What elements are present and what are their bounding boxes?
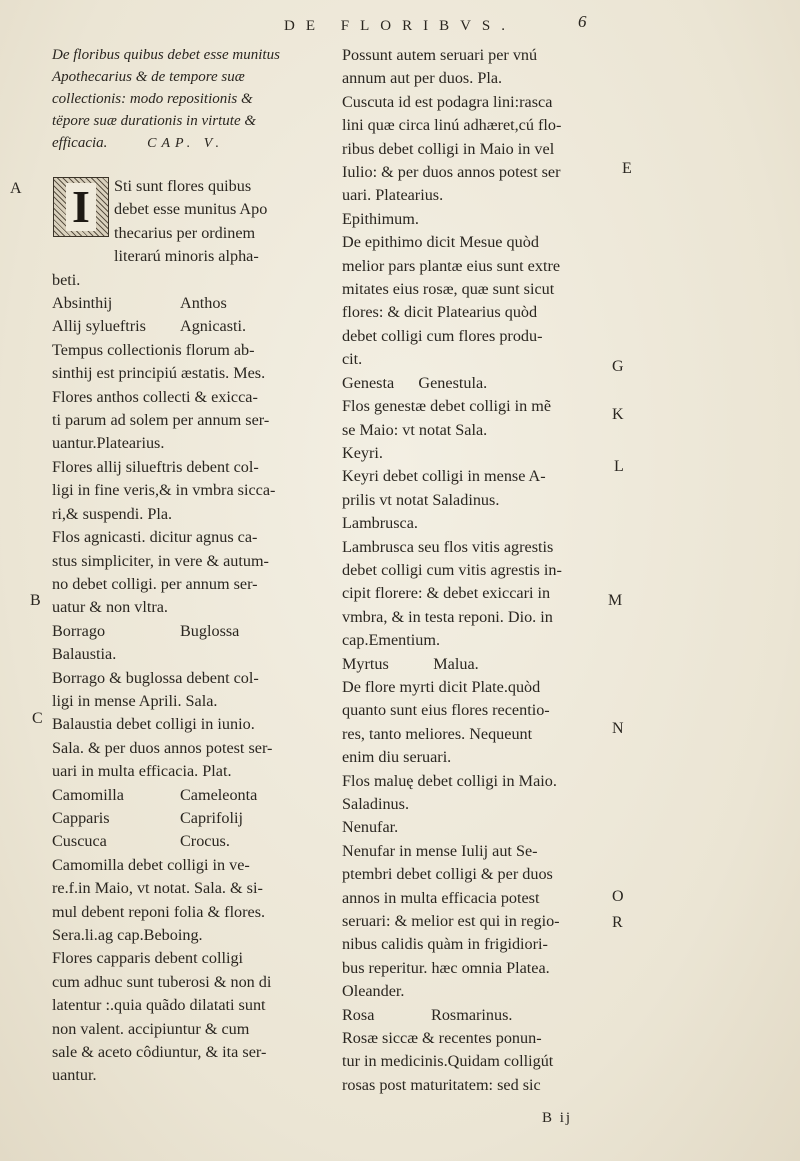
margin-letter: C [32, 710, 43, 727]
chapter-number: CAP. V. [147, 136, 225, 151]
text-line: Cuscuta id est podagra lini:rasca [342, 92, 553, 111]
chapter-title-line: collectionis: modo repositionis & [52, 91, 253, 107]
text-line: literarú minoris alpha- [114, 247, 259, 266]
text-line: Sala. & per duos annos potest ser- [52, 738, 273, 757]
entry-heading: Cuscuca Crocus. [52, 832, 230, 851]
text-line: debet colligi cum flores produ- [342, 326, 543, 345]
text-line: re.f.in Maio, vt notat. Sala. & si- [52, 879, 263, 898]
text-line: no debet colligi. per annum ser- [52, 574, 258, 593]
text-line: Rosæ siccæ & recentes ponun- [342, 1029, 542, 1048]
initial-letter: I [66, 183, 96, 231]
text-line: Borrago & buglossa debent col- [52, 668, 259, 687]
text-line: Sera.li.ag cap.Beboing. [52, 926, 203, 944]
text-line: debet esse munitus Apo [114, 200, 268, 219]
text-line: ligi in mense Aprili. Sala. [52, 691, 218, 710]
margin-letter: G [612, 358, 624, 375]
text-line: Lambrusca. [342, 514, 418, 533]
text-line: uatur & non vltra. [52, 598, 168, 617]
text-line: cum adhuc sunt tuberosi & non di [52, 972, 272, 991]
entry-heading: Capparis Caprifolij [52, 808, 243, 827]
margin-letter: R [612, 914, 623, 931]
chapter-title-line: efficacia. CAP. V. [52, 135, 225, 151]
text-line: nibus calidis quàm in frigidiori- [342, 935, 548, 954]
text-line: ri,& suspendi. Pla. [52, 504, 173, 523]
text-line: Genesta Genestula. [342, 373, 488, 392]
text-line: Keyri. [342, 443, 383, 462]
text-line: ribus debet colligi in Maio in vel [342, 139, 555, 158]
text-line: tur in medicinis.Quidam colligút [342, 1052, 554, 1071]
text-line: Flos maluę debet colligi in Maio. [342, 771, 557, 790]
text-line: Sti sunt flores quibus [114, 177, 252, 195]
chapter-title-line: Apothecarius & de tempore suæ [52, 69, 245, 85]
text-line: melior pars plantæ eius sunt extre [342, 256, 561, 275]
text-line: Flores capparis debent colligi [52, 949, 244, 968]
margin-letter: N [612, 720, 624, 737]
right-column [342, 44, 608, 1097]
text-line: De epithimo dicit Mesue quòd [342, 233, 539, 252]
text-line: cipit florere: & debet exiccari in [342, 584, 551, 603]
margin-letter: E [622, 160, 632, 177]
page-number: 6 [578, 12, 587, 31]
text-line: rosas post maturitatem: sed sic [342, 1075, 541, 1094]
text-line: sale & aceto côdiuntur, & ita ser- [52, 1043, 267, 1062]
text-line: Nenufar in mense Iulij aut Se- [342, 841, 538, 860]
text-line: De flore myrti dicit Plate.quòd [342, 677, 541, 696]
signature-mark: B ij [542, 1110, 573, 1126]
text-line: ti parum ad solem per annum ser- [52, 411, 270, 430]
text-line: non valent. accipiuntur & cum [52, 1019, 250, 1038]
text-line: Oleander. [342, 982, 405, 1001]
text-line: vmbra, & in testa reponi. Dio. in [342, 607, 553, 626]
text-line: ptembri debet colligi & per duos [342, 865, 553, 884]
text-line: Flos genestæ debet colligi in mẽ [342, 397, 552, 416]
text-line: se Maio: vt notat Sala. [342, 420, 488, 439]
text-line: uantur.Platearius. [52, 434, 165, 453]
text-line: Flores anthos collecti & exicca- [52, 387, 258, 406]
text-line: Nenufar. [342, 818, 399, 837]
text-line: stus simpliciter, in vere & autum- [52, 551, 269, 570]
text-line: flores: & dicit Platearius quòd [342, 303, 538, 322]
chapter-title-line: tëpore suæ durationis in virtute & [52, 113, 257, 129]
text-line: sinthij est principiú æstatis. Mes. [52, 364, 266, 383]
text-line: latentur :.quia quãdo dilatati sunt [52, 996, 266, 1015]
text-line: cap.Ementium. [342, 631, 440, 650]
text-line: Saladinus. [342, 795, 409, 813]
text-line: bus reperitur. hæc omnia Platea. [342, 958, 550, 977]
text-line: cit. [342, 350, 363, 369]
running-head: DE FLORIBVS. [283, 18, 516, 34]
text-line: Balaustia debet colligi in iunio. [52, 715, 255, 734]
text-line: Epithimum. [342, 209, 419, 228]
text-line: Possunt autem seruari per vnú [342, 46, 538, 64]
text-line: Lambrusca seu flos vitis agrestis [342, 537, 554, 556]
text-line: Iulio: & per duos annos potest ser [342, 163, 561, 182]
chapter-title-line: De floribus quibus debet esse munitus [52, 47, 280, 63]
text-line: Keyri debet colligi in mense A- [342, 467, 546, 486]
text-line: debet colligi cum vitis agrestis in- [342, 560, 562, 579]
text-line: seruari: & melior est qui in regio- [342, 912, 560, 931]
left-column [52, 44, 318, 1088]
text-line: beti. [52, 270, 81, 289]
text-line: annum aut per duos. Pla. [342, 69, 503, 88]
text-line: Rosa Rosmarinus. [342, 1005, 513, 1024]
margin-letter: L [614, 458, 624, 475]
text-line: Camomilla debet colligi in ve- [52, 855, 250, 874]
text-line: uari. Platearius. [342, 186, 444, 205]
text-line: lini quæ circa linú adhæret,cú flo- [342, 116, 562, 135]
margin-letter: O [612, 888, 624, 905]
chapter-opening [52, 175, 318, 269]
text-line: Flos agnicasti. dicitur agnus ca- [52, 528, 258, 547]
text-line: annos in multa efficacia potest [342, 888, 540, 907]
decorated-initial [53, 177, 109, 237]
margin-letter: K [612, 406, 624, 423]
text-line: mul debent reponi folia & flores. [52, 902, 266, 921]
entry-heading: Absinthij Anthos [52, 294, 227, 313]
entry-heading: Allij sylueftris Agnicasti. [52, 317, 247, 336]
margin-letter: A [10, 180, 22, 197]
entry-heading: Camomilla Cameleonta [52, 785, 258, 804]
margin-letter: M [608, 592, 623, 609]
entry-heading: Borrago Buglossa [52, 621, 240, 640]
text-line: thecarius per ordinem [114, 223, 256, 242]
text-line: uantur. [52, 1066, 97, 1085]
text-line: enim diu seruari. [342, 748, 452, 767]
margin-letter: B [30, 592, 41, 609]
text-line: res, tanto meliores. Nequeunt [342, 724, 533, 743]
text-line: Balaustia. [52, 645, 117, 664]
text-line: quanto sunt eius flores recentio- [342, 701, 550, 720]
text-line: Myrtus Malua. [342, 654, 479, 673]
text-line: ligi in fine veris,& in vmbra sicca- [52, 481, 276, 500]
text-line: mitates eius rosæ, quæ sunt sicut [342, 280, 555, 299]
text-line: Flores allij silueftris debent col- [52, 457, 259, 476]
text-line: Tempus collectionis florum ab- [52, 340, 255, 359]
text-line: uari in multa efficacia. Plat. [52, 762, 232, 781]
text-line: prilis vt notat Saladinus. [342, 490, 500, 509]
